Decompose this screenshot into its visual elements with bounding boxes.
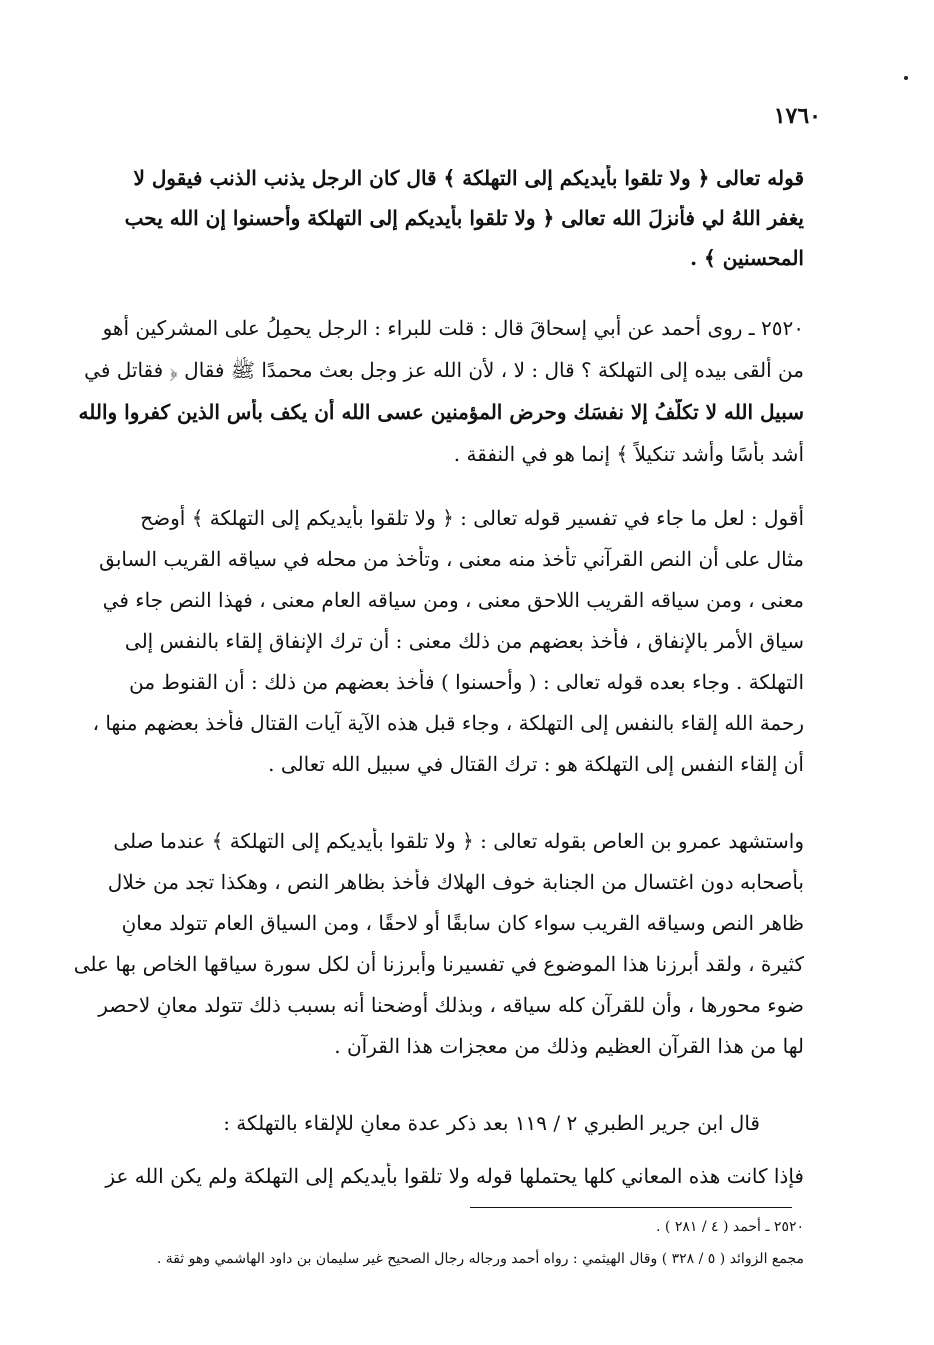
paragraph-3 xyxy=(70,505,804,777)
text-line: رحمة الله إلقاء بالنفس إلى التهلكة ، وجاء قبل هذه الآية آيات القتال فأخذ بعضهم منها ، xyxy=(92,711,804,735)
text-line: أن إلقاء النفس إلى التهلكة هو : ترك القتال في سبيل الله تعالى . xyxy=(268,752,804,776)
text-line: ظاهر النص وسياقه القريب سواء كان سابقًا أو لاحقًا ، ومن السياق العام تتولد معانٍ xyxy=(121,911,804,935)
text-line: كثيرة ، ولقد أبرزنا هذا الموضوع في تفسيرنا وأبرزنا أن لكل سورة سياقها الخاص بها على xyxy=(73,952,804,976)
text-line: لها من هذا القرآن العظيم وذلك من معجزات هذا القرآن . xyxy=(334,1034,804,1058)
text-line: قوله تعالى ﴿ ولا تلقوا بأيديكم إلى التهلكة ﴾ قال كان الرجل يذنب الذنب فيقول لا xyxy=(133,166,804,190)
text-line: المحسنين ﴾ . xyxy=(690,246,804,270)
footnote-2: مجمع الزوائد ( ٥ / ٣٢٨ ) وقال الهيثمي : رواه أحمد ورجاله رجال الصحيح غير سليمان بن داود الهاشمي وهو ثقة . xyxy=(156,1251,804,1267)
paragraph-5 xyxy=(70,1110,760,1136)
paragraph-4 xyxy=(70,828,804,1059)
text-line: فإذا كانت هذه المعاني كلها يحتملها قوله ولا تلقوا بأيديكم إلى التهلكة ولم يكن الله عز xyxy=(105,1164,804,1188)
text-line: مثال على أن النص القرآني تأخذ منه معنى ، وتأخذ من محله في سياقه القريب السابق xyxy=(99,547,804,571)
paragraph-1 xyxy=(70,165,804,271)
text-line: يغفر اللهُ لي فأنزلَ الله تعالى ﴿ ولا تلقوا بأيديكم إلى التهلكة وأحسنوا إن الله يحب xyxy=(124,206,804,230)
text-line: أقول : لعل ما جاء في تفسير قوله تعالى : ﴿ ولا تلقوا بأيديكم إلى التهلكة ﴾ أوضح xyxy=(140,506,804,530)
text-line: التهلكة . وجاء بعده قوله تعالى : ( وأحسنوا ) فأخذ بعضهم من ذلك : أن القنوط من xyxy=(129,670,804,694)
text-line: بأصحابه دون اغتسال من الجنابة خوف الهلاك فأخذ بظاهر النص ، وهكذا تجد من خلال xyxy=(107,870,804,894)
text-line: سبيل الله لا تكلَّفُ إلا نفسَك وحرض المؤمنين عسى الله أن يكف بأس الذين كفروا والله xyxy=(78,400,804,424)
text-line: من ألقى بيده إلى التهلكة ؟ قال : لا ، لأن الله عز وجل بعث محمدًا ﷺ فقال ﴿ فقاتل في xyxy=(84,358,804,382)
text-line: معنى ، ومن سياقه القريب اللاحق معنى ، ومن سياقه العام معنى ، فهذا النص جاء في xyxy=(102,588,804,612)
paragraph-2 xyxy=(70,315,804,467)
text-line: قال ابن جرير الطبري ٢ / ١١٩ بعد ذكر عدة معانٍ للإلقاء بالتهلكة : xyxy=(223,1111,760,1135)
paragraph-6 xyxy=(70,1163,804,1189)
text-line: واستشهد عمرو بن العاص بقوله تعالى : ﴿ ولا تلقوا بأيديكم إلى التهلكة ﴾ عندما صلى xyxy=(113,829,804,853)
text-line: ضوء محورها ، وأن للقرآن كله سياقه ، وبذلك أوضحنا أنه بسبب ذلك تتولد معانٍ لاحصر xyxy=(98,993,804,1017)
page-mark xyxy=(904,76,908,80)
text-line: سياق الأمر بالإنفاق ، فأخذ بعضهم من ذلك معنى : أن ترك الإنفاق إلقاء بالنفس إلى xyxy=(124,629,804,653)
footnote-divider xyxy=(470,1207,792,1208)
footnote-1: ٢٥٢٠ ـ أحمد ( ٤ / ٢٨١ ) . xyxy=(656,1219,804,1235)
text-line: أشد بأسًا وأشد تنكيلاً ﴾ إنما هو في النفقة . xyxy=(453,442,804,466)
text-line: ٢٥٢٠ ـ روى أحمد عن أبي إسحاقَ قال : قلت للبراء : الرجل يحمِلُ على المشركين أهو xyxy=(102,316,804,340)
page-number: ١٧٦٠ xyxy=(773,103,821,129)
